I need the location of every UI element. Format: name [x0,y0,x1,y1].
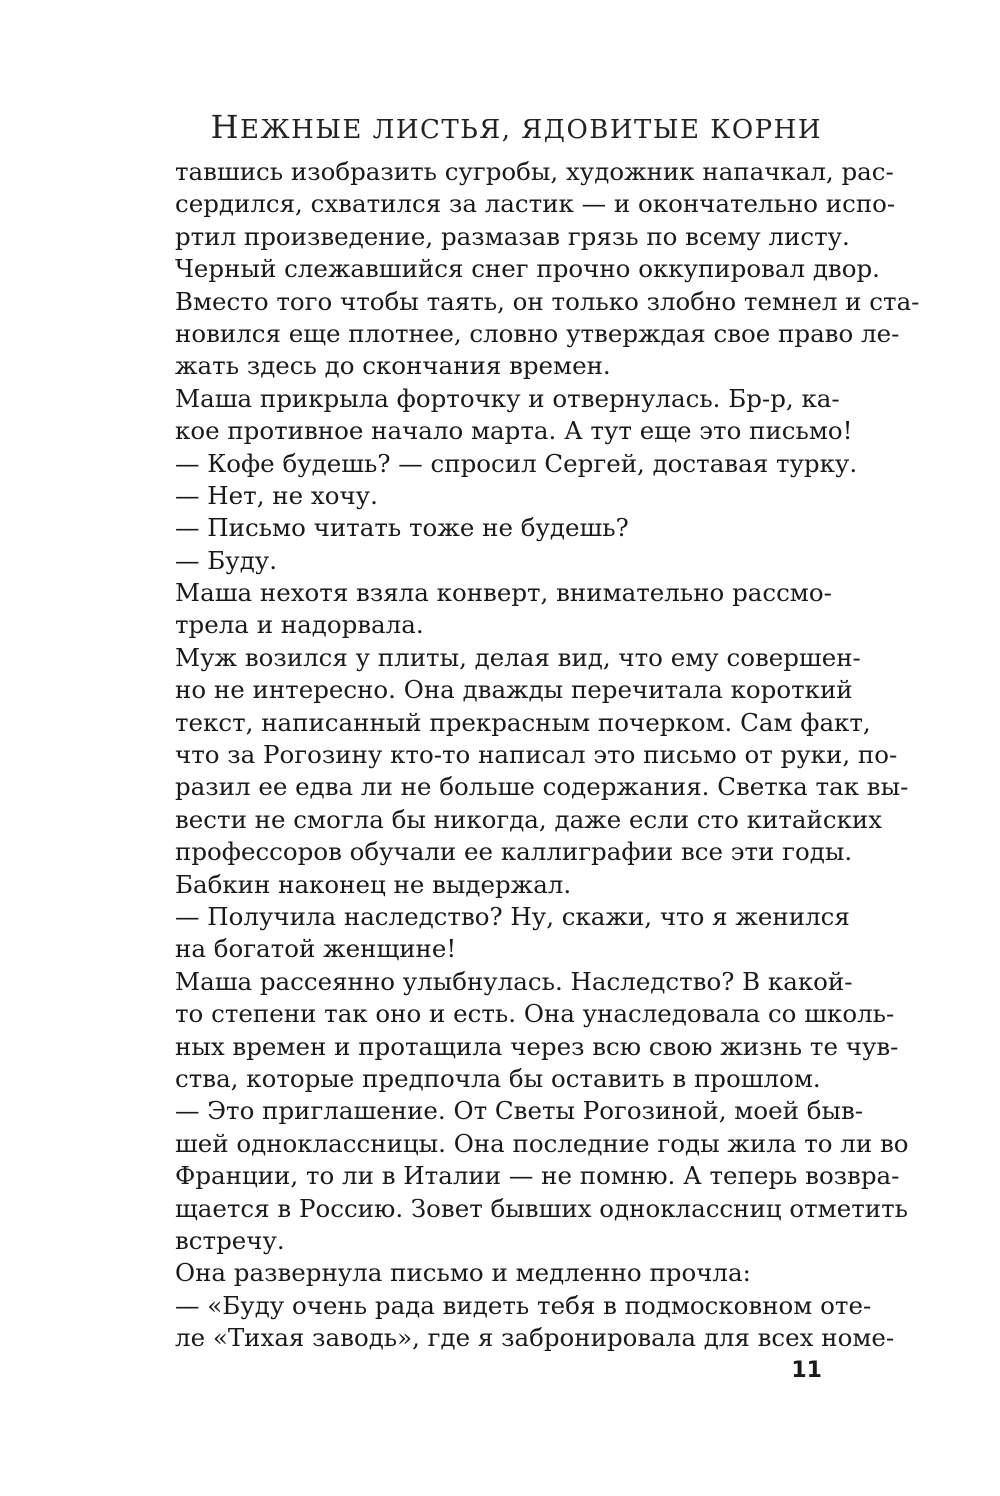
text-line: трела и надорвала. [175,610,424,640]
text-line: то степени так оно и есть. Она унаследовала со школь- [175,999,895,1029]
running-head [211,108,822,146]
text-line: — Получила наследство? Ну, скажи, что я женился [175,901,850,931]
text-line: что за Рогозину кто-то написал это письмо от руки, по- [175,740,898,770]
running-head-initial: Н [210,108,240,146]
text-line: Она развернула письмо и медленно прочла: [175,1258,751,1288]
text-line: жать здесь до скончания времен. [175,351,611,381]
text-line: — Буду. [175,545,277,575]
text-line: ле «Тихая заводь», где я забронировала для всех номе- [175,1323,895,1353]
text-line: — Нет, не хочу. [175,480,378,510]
text-line: тавшись изобразить сугробы, художник напачкал, рас- [175,157,894,186]
text-line: но не интересно. Она дважды перечитала короткий [175,675,853,705]
text-line: ства, которые предпочла бы оставить в прошлом. [175,1063,821,1093]
text-line: Бабкин наконец не выдержал. [175,869,572,899]
text-line: Маша нехотя взяла конверт, внимательно рассмо- [175,578,832,608]
text-line: Вместо того чтобы таять, он только злобно темнел и ста- [175,286,920,316]
text-line: Муж возился у плиты, делая вид, что ему совершен- [175,642,861,672]
text-line: вести не смогла бы никогда, даже если сто китайских [175,804,883,834]
text-line: кое противное начало марта. А тут еще это письмо! [175,416,853,446]
text-line: текст, написанный прекрасным почерком. Сам факт, [175,707,871,737]
text-line: Черный слежавшийся снег прочно оккупировал двор. [175,254,880,284]
text-line: — «Буду очень рада видеть тебя в подмосковном оте- [175,1290,872,1320]
text-line: встречу. [175,1225,285,1255]
text-line: Маша прикрыла форточку и отвернулась. Бр-р, ка- [175,383,840,413]
text-line: на богатой женщине! [175,934,457,964]
text-line: Франции, то ли в Италии — не помню. А теперь возвра- [175,1161,900,1191]
text-line: разил ее едва ли не больше содержания. Светка так вы- [175,772,909,802]
text-line: — Кофе будешь? — спросил Сергей, доставая турку. [175,448,858,478]
text-line: — Письмо читать тоже не будешь? [175,513,629,543]
text-line: щается в Россию. Зовет бывших одноклассниц отметить [175,1193,908,1223]
text-line: шей одноклассницы. Она последние годы жила то ли во [175,1128,909,1158]
text-line: ных времен и протащила через всю свою жизнь те чув- [175,1031,899,1061]
page-number: 11 [791,1358,822,1383]
body-text [175,156,920,1354]
running-head-text: ЕЖНЫЕ ЛИСТЬЯ, ЯДОВИТЫЕ КОРНИ [239,115,822,145]
text-line: Маша рассеянно улыбнулась. Наследство? В какой- [175,966,853,996]
text-line: новился еще плотнее, словно утверждая свое право ле- [175,318,900,348]
text-line: профессоров обучали ее каллиграфии все эти годы. [175,837,853,867]
text-line: ртил произведение, размазав грязь по всему листу. [175,221,850,251]
text-line: сердился, схватился за ластик — и окончательно испо- [175,189,896,219]
text-line: — Это приглашение. От Светы Рогозиной, моей быв- [175,1096,864,1126]
